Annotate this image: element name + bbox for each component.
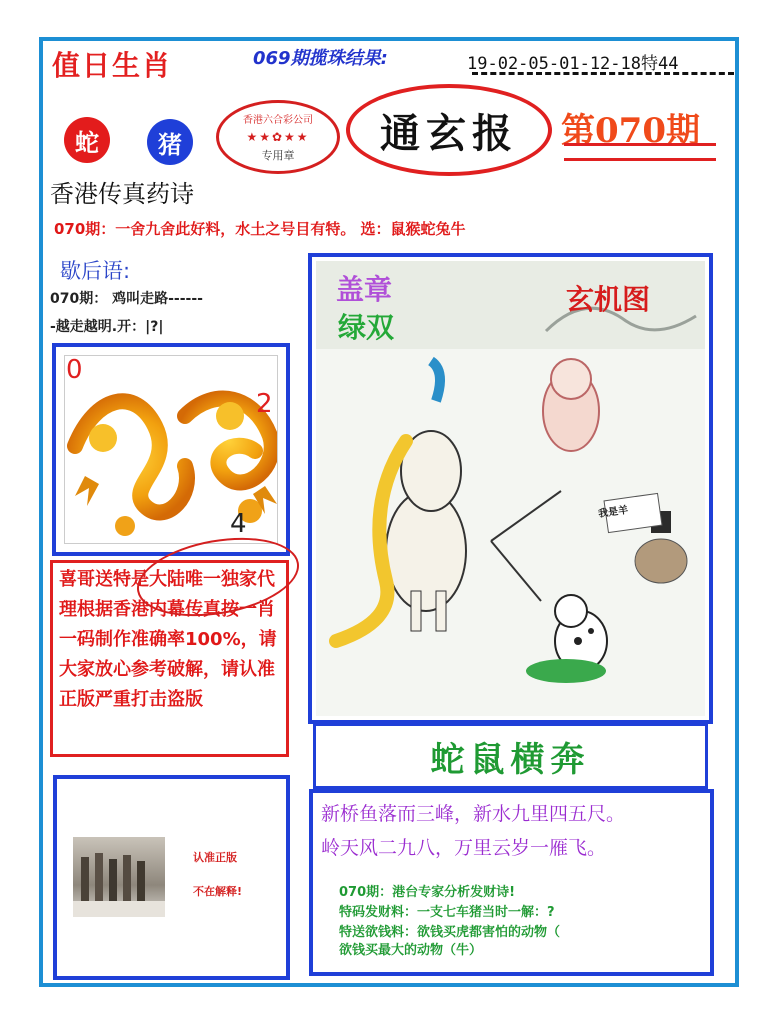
verse-box xyxy=(309,789,714,976)
xiehouyu-line-1: 070期： 鸡叫走路------ xyxy=(50,291,203,307)
title-day-zodiac: 值日生肖 xyxy=(52,49,173,82)
seal-top-text: 香港六合彩公司 xyxy=(243,115,313,126)
dragon-number-bottom: 4 xyxy=(230,509,247,539)
issue-number: 第070期 xyxy=(561,111,700,151)
photo-image xyxy=(73,837,165,917)
slogan-box xyxy=(313,723,708,789)
poem-line: 070期：一舍九舍此好料，水土之号目有特。 选：鼠猴蛇兔牛 xyxy=(54,220,466,238)
seal-stars: ★★✿★★ xyxy=(246,130,310,144)
issue-underline xyxy=(564,143,716,161)
analysis-line-3: 特送欲钱料：欲钱买虎都害怕的动物（ xyxy=(339,925,561,940)
analysis-line-1: 070期：港台专家分析发财诗! xyxy=(339,885,516,900)
xuanjitu-label: 玄机图 xyxy=(566,283,651,316)
lvshuang-label: 绿双 xyxy=(338,311,395,344)
zodiac-badge-pig: 猪 xyxy=(147,119,193,165)
zodiac-badge-snake: 蛇 xyxy=(64,117,110,163)
xiehouyu-title: 歇后语: xyxy=(60,259,131,283)
photo-box xyxy=(53,775,290,980)
seal-bottom-text: 专用章 xyxy=(261,149,295,162)
result-label: 069期揽珠结果: xyxy=(253,48,388,69)
brand-title: 通玄报 xyxy=(346,84,552,176)
verse-line-1: 新桥鱼落而三峰，新水九里四五尺。 xyxy=(321,803,626,825)
xiehouyu-line-2: -越走越明.开：|?| xyxy=(50,319,164,335)
photo-label-2: 不在解释! xyxy=(193,885,243,898)
analysis-line-2: 特码发财料：一支七车猪当时一解：? xyxy=(339,905,555,920)
sheep-sign-text: 我是羊 xyxy=(597,504,629,521)
verse-line-2: 岭天风二九八，万里云岁一雁飞。 xyxy=(321,837,607,859)
gaizhang-label: 盖章 xyxy=(336,273,393,306)
dragon-image-box xyxy=(52,343,290,556)
slogan-text: 蛇鼠横奔 xyxy=(430,739,591,780)
company-seal xyxy=(216,100,340,174)
dragon-number-top: 0 xyxy=(66,355,83,385)
promo-text: 喜哥送特是大陆唯一独家代理根据香港内幕传真按一肖一码制作准确率100%，请大家放心参考破解，请认准正版严重打击盗版 xyxy=(59,569,277,710)
divider xyxy=(472,72,734,75)
analysis-line-4: 欲钱买最大的动物（牛） xyxy=(339,943,483,958)
result-numbers: 19-02-05-01-12-18特44 xyxy=(467,54,679,74)
photo-label-1: 认准正版 xyxy=(193,851,237,864)
dragon-number-right: 2 xyxy=(256,389,273,419)
photo-figures xyxy=(73,837,165,917)
poem-title: 香港传真药诗 xyxy=(50,180,194,208)
